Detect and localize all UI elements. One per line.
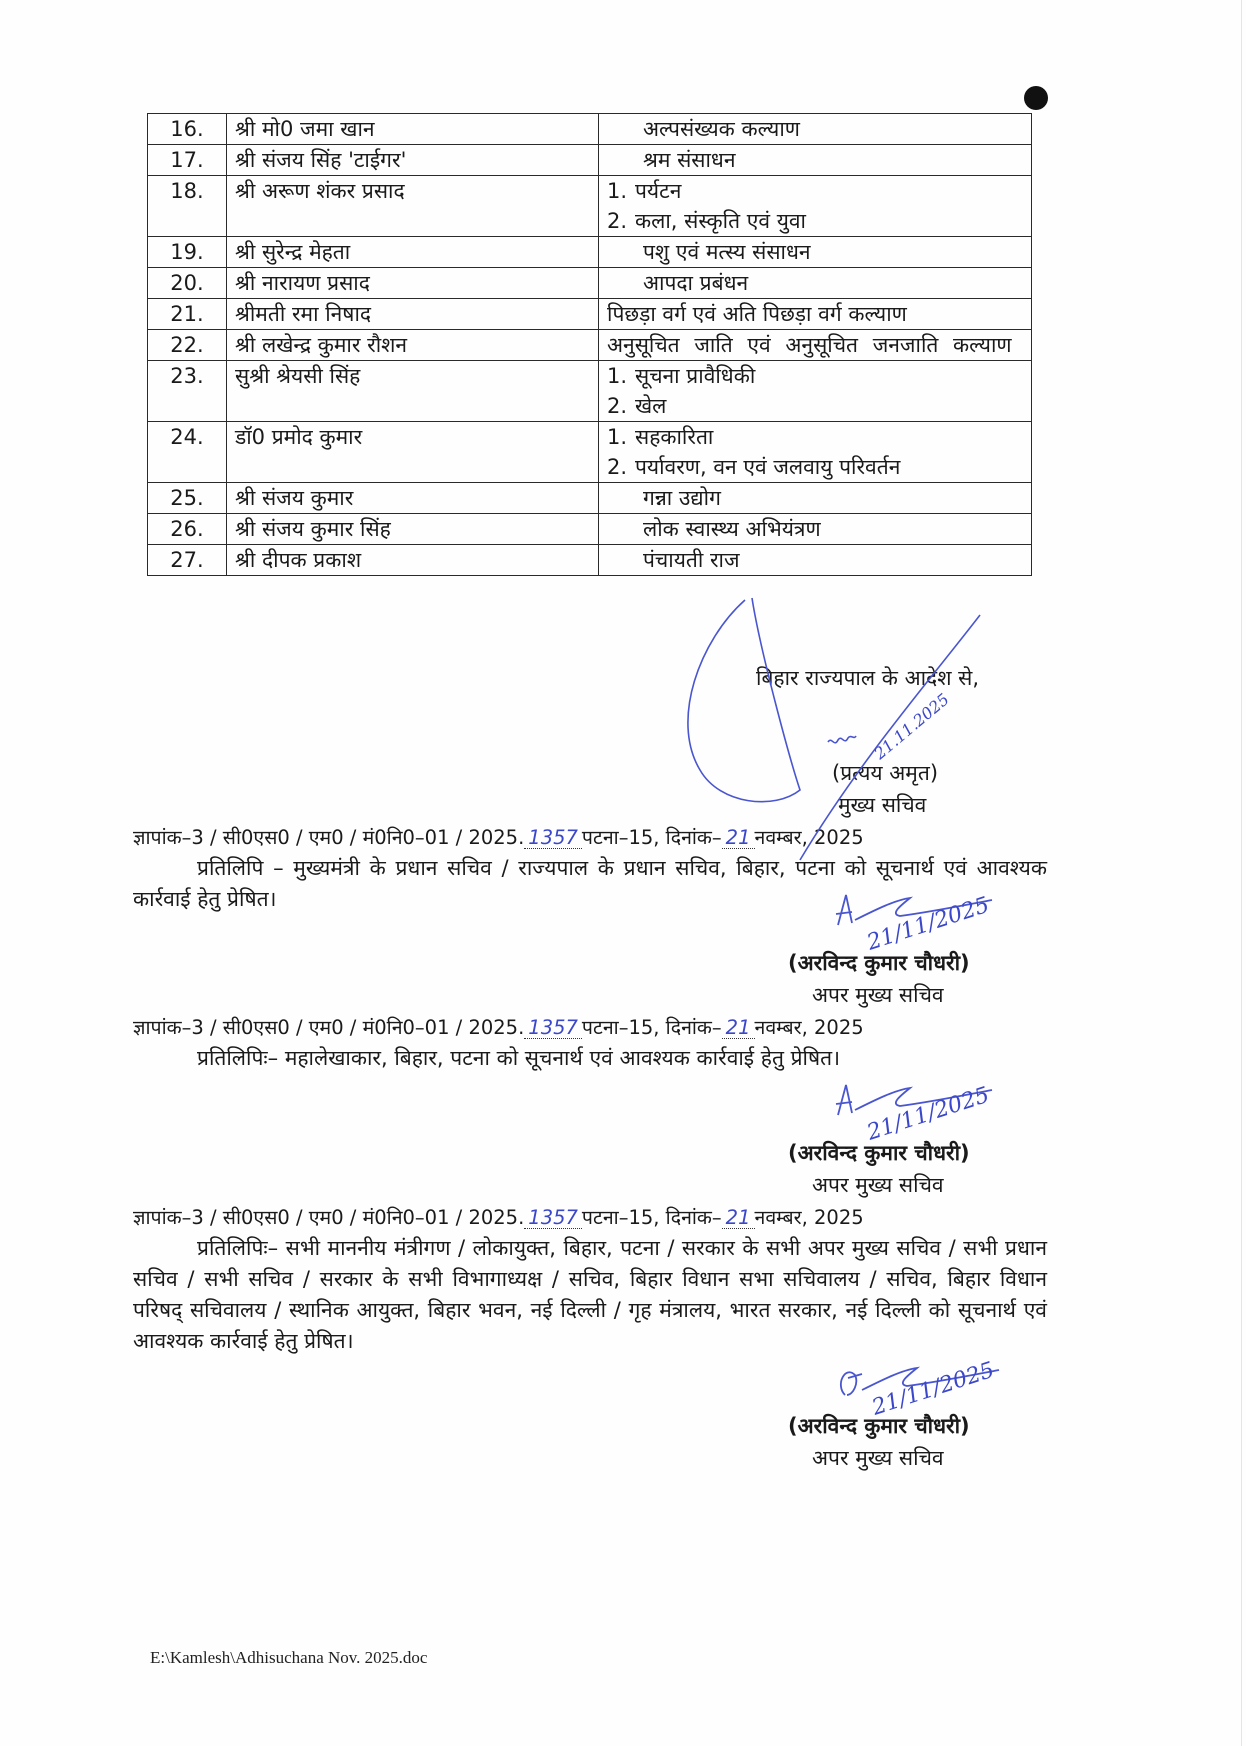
memo-prefix: ज्ञापांक–3 / सी0एस0 / एम0 / मं0नि0–01 / 2025.: [133, 1016, 525, 1039]
minister-name: श्री सुरेन्द्र मेहता: [227, 237, 599, 268]
chief-secretary-signature-date: 21.11.2025: [870, 689, 953, 764]
asc-signature-date-3: 21/11/2025: [869, 1357, 998, 1421]
minister-name: श्री संजय कुमार सिंह: [227, 514, 599, 545]
chief-secretary-name: (प्रत्यय अमृत): [832, 761, 939, 785]
minister-name: श्री नारायण प्रसाद: [227, 268, 599, 299]
department-label: पिछड़ा वर्ग एवं अति पिछड़ा वर्ग कल्याण: [607, 302, 907, 326]
department-cell: [599, 237, 1032, 268]
serial-number: 18.: [148, 176, 227, 237]
order-by-governor: बिहार राज्यपाल के आदेश से,: [756, 666, 980, 690]
department-label: अल्पसंख्यक कल्याण: [643, 117, 800, 141]
department-item: [607, 237, 1023, 267]
minister-name: श्री मो0 जमा खान: [227, 114, 599, 145]
memo-prefix: ज्ञापांक–3 / सी0एस0 / एम0 / मं0नि0–01 / 2025.: [133, 826, 525, 849]
memo-place-date-label: पटना–15, दिनांक–: [581, 1206, 722, 1229]
copy-paragraph-2: [133, 1043, 1047, 1074]
asc-name-3: (अरविन्द कुमार चौधरी): [788, 1414, 970, 1438]
chief-secretary-signature: [688, 598, 980, 860]
department-label: सहकारिता: [635, 425, 714, 449]
memo-month-year: नवम्बर, 2025: [754, 1016, 864, 1039]
memo-month-year: नवम्बर, 2025: [754, 826, 864, 849]
memo-line-3: [133, 1204, 864, 1232]
serial-number: 22.: [148, 330, 227, 361]
copy-text: प्रतिलिपि – मुख्यमंत्री के प्रधान सचिव / राज्यपाल के प्रधान सचिव, बिहार, पटना को सूचनार्थ एवं आवश्यक कार्रवाई हेतु प्रेषित।: [133, 856, 1047, 911]
department-item: [607, 514, 1023, 544]
minister-name: श्री दीपक प्रकाश: [227, 545, 599, 576]
department-item: 1. पर्यटन: [607, 179, 682, 203]
department-cell: [599, 176, 1032, 237]
asc-title-1: अपर मुख्य सचिव: [812, 983, 944, 1007]
serial-number: 26.: [148, 514, 227, 545]
department-label: आपदा प्रबंधन: [643, 271, 749, 295]
department-cell: [599, 299, 1032, 330]
department-item: [607, 483, 1023, 513]
asc-name-2: (अरविन्द कुमार चौधरी): [788, 1141, 970, 1165]
table-row: [148, 268, 1032, 299]
department-item: [607, 330, 1023, 360]
department-label: पर्यावरण, वन एवं जलवायु परिवर्तन: [635, 455, 901, 479]
minister-name: सुश्री श्रेयसी सिंह: [227, 361, 599, 422]
department-item: 2. पर्यावरण, वन एवं जलवायु परिवर्तन: [607, 455, 901, 479]
department-cell: [599, 545, 1032, 576]
file-path-footer: E:\Kamlesh\Adhisuchana Nov. 2025.doc: [150, 1648, 428, 1667]
memo-number: 1357: [524, 828, 582, 849]
memo-day: 21: [722, 828, 755, 849]
memo-line-2: [133, 1014, 864, 1042]
memo-line-1: [133, 824, 864, 852]
memo-day: 21: [722, 1018, 755, 1039]
asc-title-3: अपर मुख्य सचिव: [812, 1446, 944, 1470]
table-row: [148, 545, 1032, 576]
memo-number: 1357: [524, 1208, 582, 1229]
department-cell: [599, 330, 1032, 361]
department-label: श्रम संसाधन: [643, 148, 736, 172]
minister-name: डॉ0 प्रमोद कुमार: [227, 422, 599, 483]
chief-secretary-title: मुख्य सचिव: [838, 793, 927, 817]
department-label: पर्यटन: [635, 179, 682, 203]
department-label: कला, संस्कृति एवं युवा: [635, 209, 806, 233]
memo-day: 21: [722, 1208, 755, 1229]
department-item: 1. सहकारिता: [607, 425, 714, 449]
table-row: [148, 114, 1032, 145]
serial-number: 16.: [148, 114, 227, 145]
asc-signature-date-1: 21/11/2025: [864, 892, 993, 956]
table-row: [148, 483, 1032, 514]
minister-name: श्री संजय कुमार: [227, 483, 599, 514]
copy-paragraph-3: [133, 1233, 1047, 1357]
department-label: लोक स्वास्थ्य अभियंत्रण: [643, 517, 821, 541]
department-label: पशु एवं मत्स्य संसाधन: [643, 240, 811, 264]
table-row: [148, 514, 1032, 545]
serial-number: 27.: [148, 545, 227, 576]
department-label: पंचायती राज: [643, 548, 740, 572]
department-item: 2. खेल: [607, 394, 667, 418]
serial-number: 24.: [148, 422, 227, 483]
serial-number: 19.: [148, 237, 227, 268]
memo-prefix: ज्ञापांक–3 / सी0एस0 / एम0 / मं0नि0–01 / 2025.: [133, 1206, 525, 1229]
table-row: [148, 145, 1032, 176]
department-cell: [599, 268, 1032, 299]
asc-signature-2: [836, 1085, 992, 1115]
asc-title-2: अपर मुख्य सचिव: [812, 1173, 944, 1197]
department-label: अनुसूचित जाति एवं अनुसूचित जनजाति कल्याण: [607, 333, 1012, 357]
department-cell: [599, 422, 1032, 483]
memo-place-date-label: पटना–15, दिनांक–: [581, 826, 722, 849]
serial-number: 25.: [148, 483, 227, 514]
department-item: [607, 268, 1023, 298]
department-cell: [599, 361, 1032, 422]
minister-name: श्री संजय सिंह 'टाईगर': [227, 145, 599, 176]
department-label: गन्ना उद्योग: [643, 486, 721, 510]
punch-hole-mark: [1024, 86, 1048, 110]
department-cell: [599, 483, 1032, 514]
department-cell: [599, 145, 1032, 176]
table-row: [148, 237, 1032, 268]
table-row: [148, 299, 1032, 330]
department-item: 2. कला, संस्कृति एवं युवा: [607, 209, 806, 233]
memo-place-date-label: पटना–15, दिनांक–: [581, 1016, 722, 1039]
department-cell: [599, 114, 1032, 145]
department-item: [607, 145, 1023, 175]
memo-number: 1357: [524, 1018, 582, 1039]
department-item: [607, 114, 1023, 144]
copy-text: प्रतिलिपिः– महालेखाकार, बिहार, पटना को सूचनार्थ एवं आवश्यक कार्रवाई हेतु प्रेषित।: [197, 1046, 841, 1070]
ministers-department-table: [147, 113, 1032, 576]
department-item: [607, 299, 1023, 329]
minister-name: श्री लखेन्द्र कुमार रौशन: [227, 330, 599, 361]
serial-number: 21.: [148, 299, 227, 330]
department-item: 1. सूचना प्रावैधिकी: [607, 364, 756, 388]
department-label: सूचना प्रावैधिकी: [635, 364, 756, 388]
table-row: [148, 176, 1032, 237]
department-label: खेल: [635, 394, 667, 418]
asc-name-1: (अरविन्द कुमार चौधरी): [788, 951, 970, 975]
asc-signature-date-2: 21/11/2025: [864, 1082, 993, 1146]
memo-month-year: नवम्बर, 2025: [754, 1206, 864, 1229]
copy-text: प्रतिलिपिः– सभी माननीय मंत्रीगण / लोकायुक्त, बिहार, पटना / सरकार के सभी अपर मुख्य सचिव / सभी प्रधान सचिव / सभी सचिव / सरकार के सभी विभागाध्यक्ष / सचिव, बिहार विधान सभा सचिवालय / सचिव, बिहार विधान परिषद् सचिवालय / स्थानिक आयुक्त, बिहार भवन, नई दिल्ली / गृह मंत्रालय, भारत सरकार, नई दिल्ली को सूचनार्थ एवं आवश्यक कार्रवाई हेतु प्रेषित।: [133, 1236, 1047, 1353]
department-item: [607, 545, 1023, 575]
table-row: [148, 330, 1032, 361]
table-row: [148, 361, 1032, 422]
serial-number: 17.: [148, 145, 227, 176]
copy-paragraph-1: [133, 853, 1047, 915]
serial-number: 23.: [148, 361, 227, 422]
minister-name: श्रीमती रमा निषाद: [227, 299, 599, 330]
asc-signature-3: [841, 1368, 999, 1395]
minister-name: श्री अरूण शंकर प्रसाद: [227, 176, 599, 237]
serial-number: 20.: [148, 268, 227, 299]
scan-edge: [1241, 0, 1242, 1746]
table-row: [148, 422, 1032, 483]
department-cell: [599, 514, 1032, 545]
